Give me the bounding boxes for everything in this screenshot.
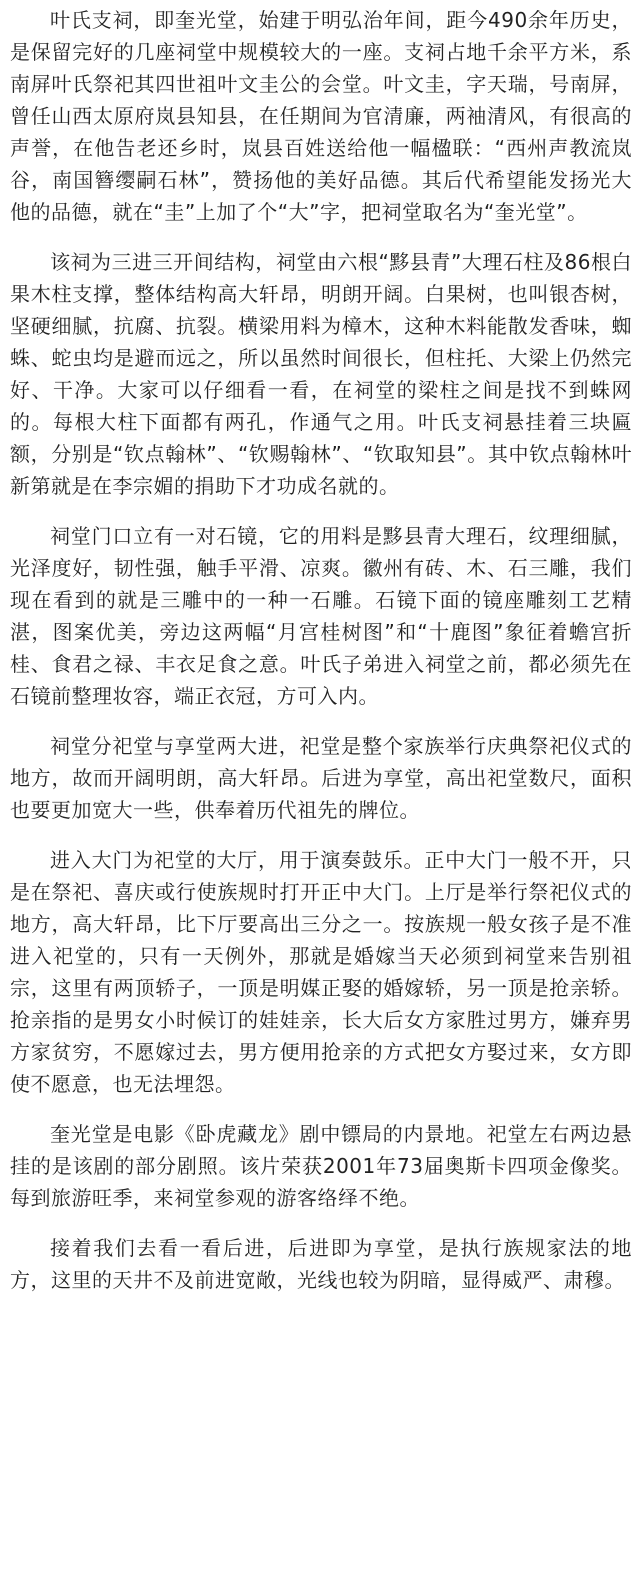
paragraph-main-hall: 进入大门为祀堂的大厅，用于演奏鼓乐。正中大门一般不开，只是在祭祀、喜庆或行使族规时打开正中大门。上厅是举行祭祀仪式的地方，高大轩昂，比下厅要高出三分之一。按族规一般女孩子是不准进入祀堂的，只有一天例外，那就是婚嫁当天必须到祠堂来告别祖宗，这里有两顶轿子，一顶是明媒正娶的婚嫁轿，另一顶是抢亲轿。抢亲指的是男女小时候订的娃娃亲，长大后女方家胜过男方，嫌弃男方家贫穷，不愿嫁过去，男方便用抢亲的方式把女方娶过来，女方即使不愿意，也无法埋怨。 [10, 848, 632, 1096]
paragraph-rear-hall: 接着我们去看一看后进，后进即为享堂，是执行族规家法的地方，这里的天井不及前进宽敞，光线也较为阴暗，显得威严、肃穆。 [10, 1236, 632, 1292]
paragraph-stone-mirrors: 祠堂门口立有一对石镜，它的用料是黟县青大理石，纹理细腻，光泽度好，韧性强，触手平滑、凉爽。徽州有砖、木、石三雕，我们现在看到的就是三雕中的一种一石雕。石镜下面的镜座雕刻工艺精湛，图案优美，旁边这两幅“月宫桂树图”和“十鹿图”象征着蟾宫折桂、食君之禄、丰衣足食之意。叶氏子弟进入祠堂之前，都必须先在石镜前整理妆容，端正衣冠，方可入内。 [10, 524, 632, 708]
paragraph-film-location: 奎光堂是电影《卧虎藏龙》剧中镖局的内景地。祀堂左右两边悬挂的是该剧的部分剧照。该片荣获2001年73届奥斯卡四项金像奖。每到旅游旺季，来祠堂参观的游客络绎不绝。 [10, 1122, 632, 1210]
paragraph-two-halls: 祠堂分祀堂与享堂两大进，祀堂是整个家族举行庆典祭祀仪式的地方，故而开阔明朗，高大轩昂。后进为享堂，高出祀堂数尺，面积也要更加宽大一些，供奉着历代祖先的牌位。 [10, 734, 632, 822]
paragraph-hall-structure: 该祠为三进三开间结构，祠堂由六根“黟县青”大理石柱及86根白果木柱支撑，整体结构高大轩昂，明朗开阔。白果树，也叫银杏树，坚硬细腻，抗腐、抗裂。横梁用料为樟木，这种木料能散发香味，蜘蛛、蛇虫均是避而远之，所以虽然时间很长，但柱托、大梁上仍然完好、干净。大家可以仔细看一看，在祠堂的梁柱之间是找不到蛛网的。每根大柱下面都有两孔，作通气之用。叶氏支祠悬挂着三块匾额，分别是“钦点翰林”、“钦赐翰林”、“钦取知县”。其中钦点翰林叶新第就是在李宗媚的捐助下才功成名就的。 [10, 250, 632, 498]
paragraph-kuiguang-hall-history: 叶氏支祠，即奎光堂，始建于明弘治年间，距今490余年历史，是保留完好的几座祠堂中规模较大的一座。支祠占地千余平方米，系南屏叶氏祭祀其四世祖叶文圭公的会堂。叶文圭，字天瑞，号南屏，曾任山西太原府岚县知县，在任期间为官清廉，两袖清风，有很高的声誉，在他告老还乡时，岚县百姓送给他一幅楹联：“西州声教流岚谷，南国簪缨嗣石林”，赞扬他的美好品德。其后代希望能发扬光大他的品德，就在“圭”上加了个“大”字，把祠堂取名为“奎光堂”。 [10, 8, 632, 224]
